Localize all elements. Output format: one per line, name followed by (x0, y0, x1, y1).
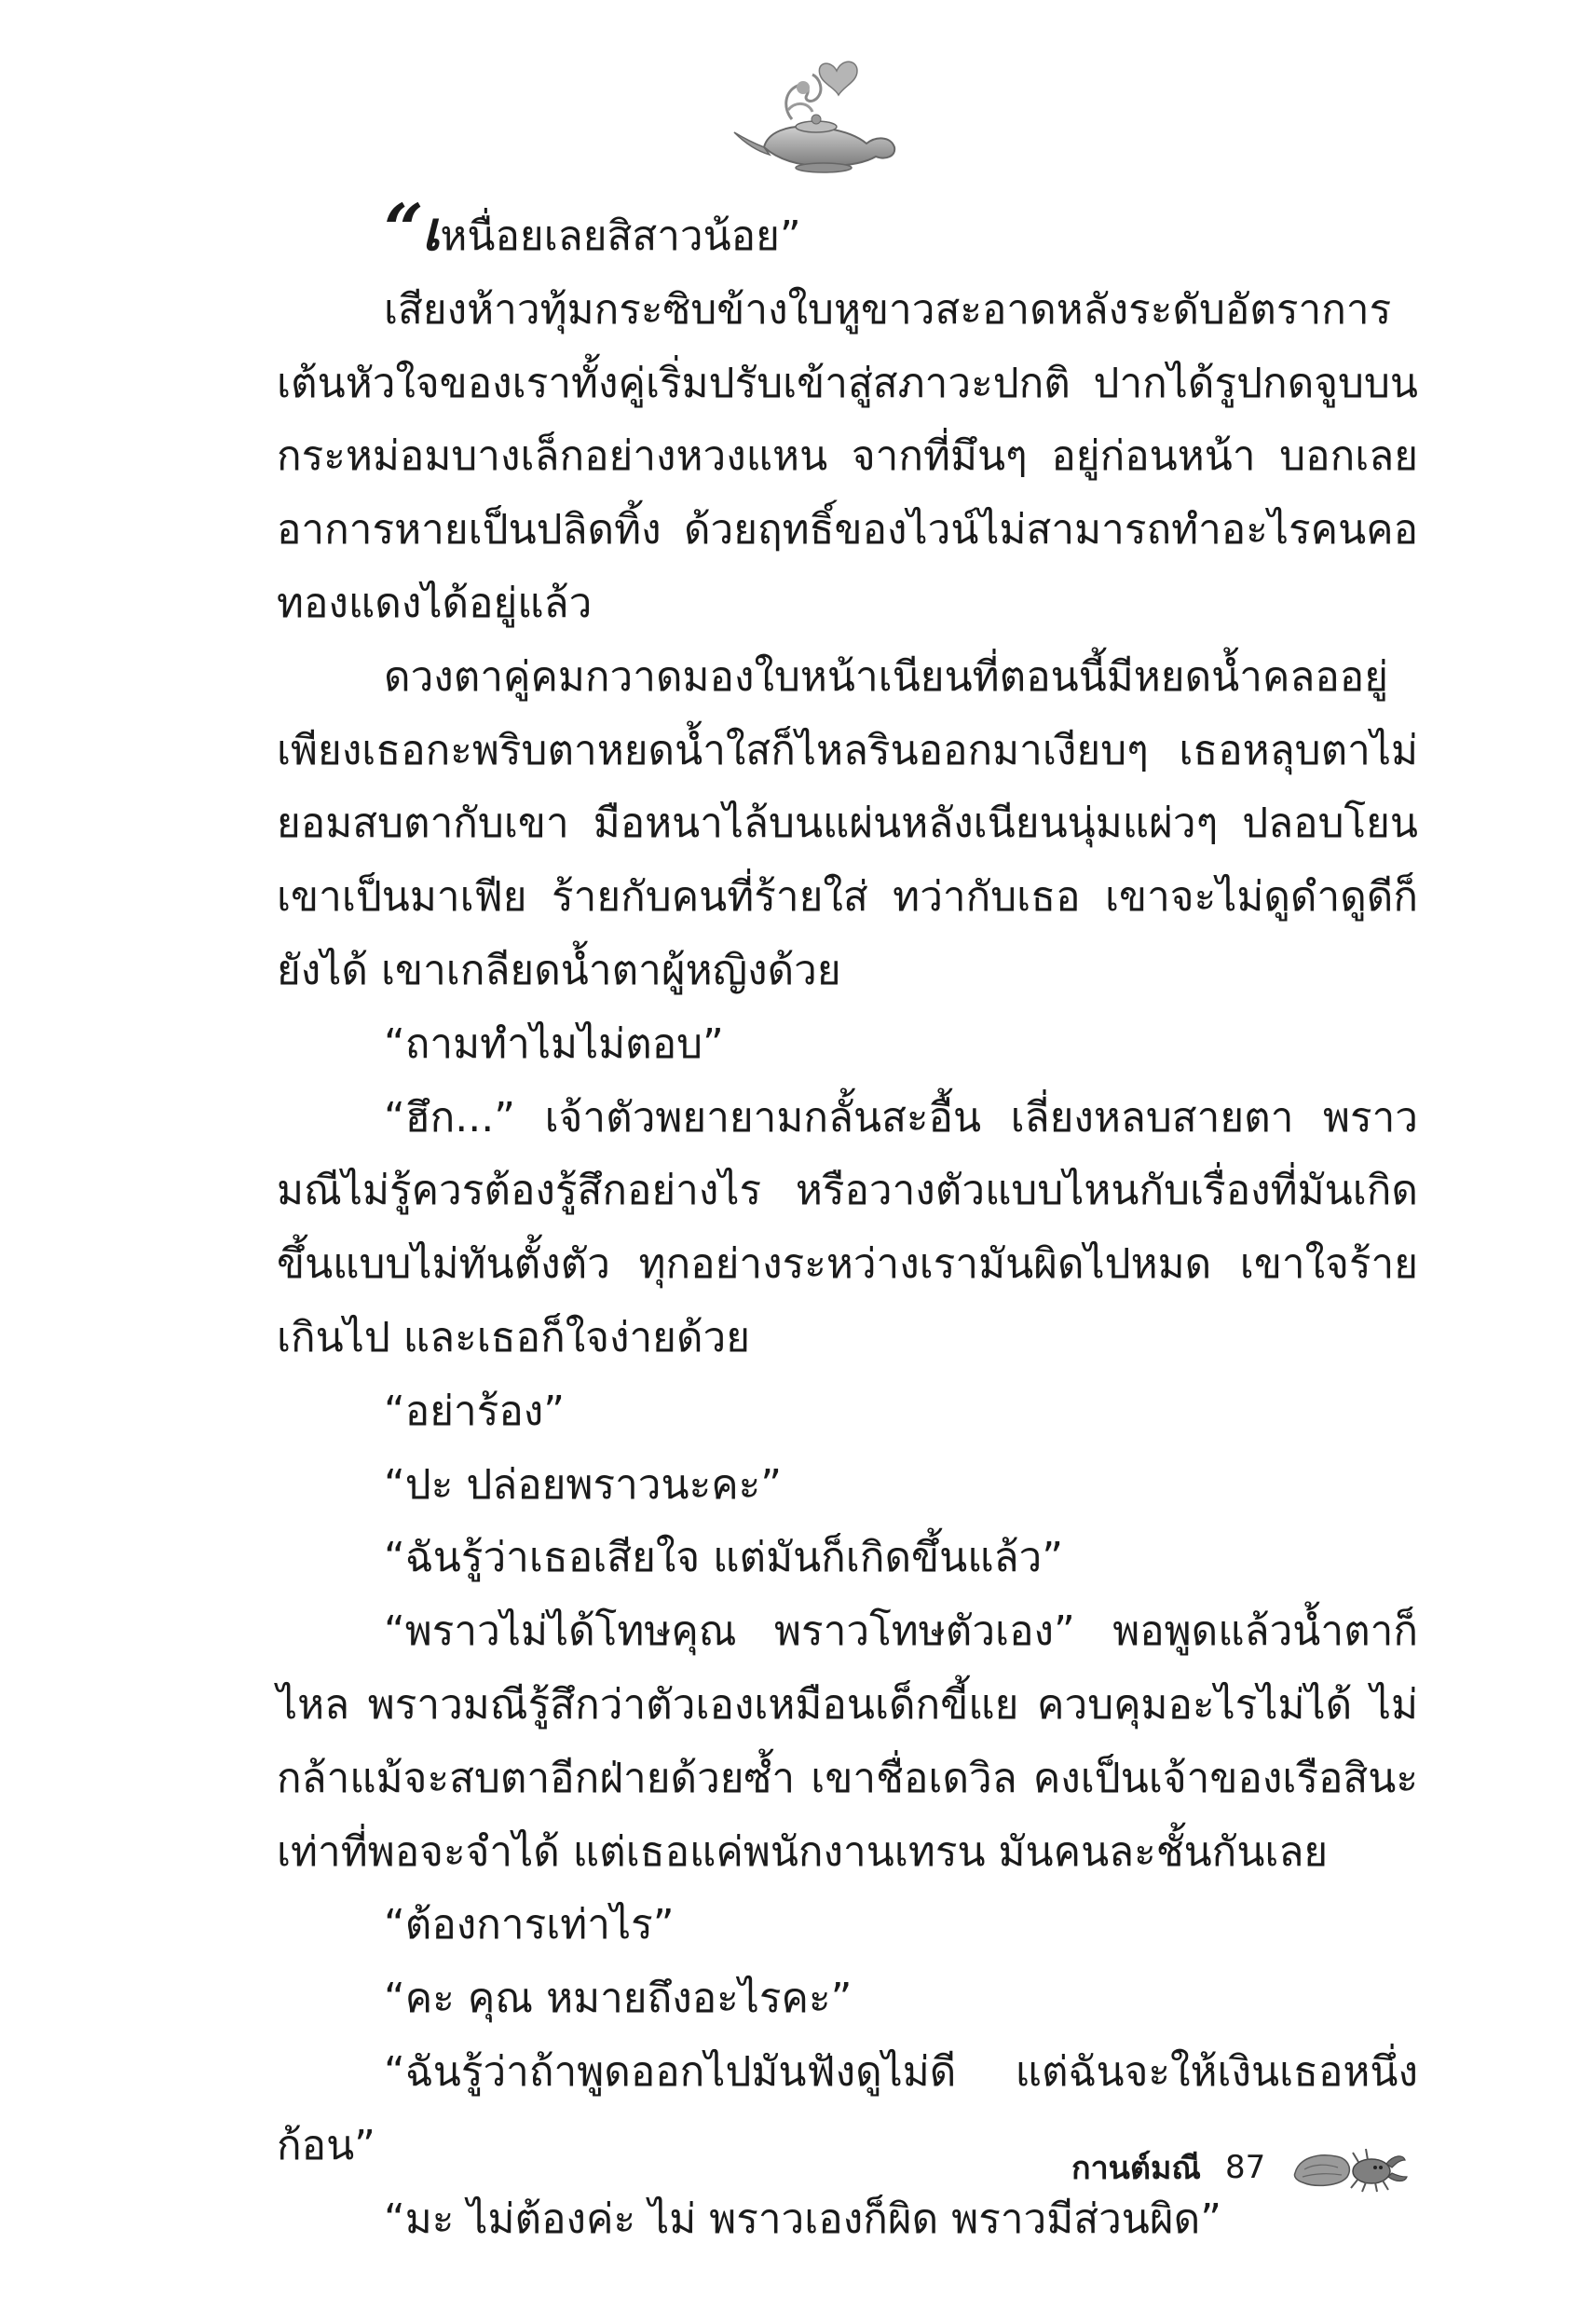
genie-lamp-icon (727, 54, 913, 175)
crab-seafood-icon (1289, 2141, 1411, 2194)
paragraph: “ถามทำไมไม่ตอบ” (384, 1019, 724, 1068)
paragraph: “มะ ไม่ต้องค่ะ ไม่ พราวเองก็ผิด พราวมีส่วนผิด” (384, 2195, 1222, 2243)
paragraph: “ต้องการเท่าไร” (384, 1901, 675, 1949)
paragraph: “คะ คุณ หมายถึงอะไรคะ” (384, 1975, 853, 2023)
body-text (277, 190, 1418, 2256)
page-number: 87 (1224, 2149, 1266, 2186)
paragraph: “ฉันรู้ว่าเธอเสียใจ แต่มันก็เกิดขึ้นแล้ว” (384, 1534, 1064, 1582)
opening-quote-mark: “ (384, 190, 422, 270)
paragraph: “อย่าร้อง” (384, 1387, 566, 1435)
opening-paragraph (277, 190, 1418, 274)
opening-text: หนื่อยเลยสิสาวน้อย” (440, 212, 801, 260)
paragraph: “ปะ ปล่อยพราวนะคะ” (384, 1460, 783, 1509)
book-title: กานต์มณี (1071, 2150, 1201, 2187)
paragraph: เสียงห้าวทุ้มกระซิบข้างใบหูขาวสะอาดหลังระดับอัตราการเต้นหัวใจของเราทั้งคู่เริ่มปรับเข้าสู่สภาวะปกติ ปากได้รูปกดจูบบนกระหม่อมบางเล็กอย่างหวงแหน จากที่มึนๆ อยู่ก่อนหน้า บอกเลยอาการหายเป็นปลิดทิ้ง ด้วยฤทธิ์ของไวน์ไม่สามารถทำอะไรคนคอทองแดงได้อยู่แล้ว (277, 285, 1418, 627)
opening-drop-letter: เ (421, 199, 441, 263)
paragraph: “ฮึก...” เจ้าตัวพยายามกลั้นสะอื้น เลี่ยงหลบสายตา พราวมณีไม่รู้ควรต้องรู้สึกอย่างไร หรือวางตัวแบบไหนกับเรื่องที่มันเกิดขึ้นแบบไม่ทันตั้งตัว ทุกอย่างระหว่างเรามันผิดไปหมด เขาใจร้ายเกินไป และเธอก็ใจง่ายด้วย (277, 1093, 1418, 1361)
page-footer (1071, 2140, 1411, 2195)
paragraph: “พราวไม่ได้โทษคุณ พราวโทษตัวเอง” พอพูดแล้วน้ำตาก็ไหล พราวมณีรู้สึกว่าตัวเองเหมือนเด็กขี้แย ควบคุมอะไรไม่ได้ ไม่กล้าแม้จะสบตาอีกฝ่ายด้วยซ้ำ เขาชื่อเดวิล คงเป็นเจ้าของเรือสินะ เท่าที่พอจะจำได้ แต่เธอแค่พนักงานเทรน มันคนละชั้นกันเลย (277, 1607, 1418, 1876)
paragraph: “ฉันรู้ว่าถ้าพูดออกไปมันฟังดูไม่ดี แต่ฉันจะให้เงินเธอหนึ่งก้อน” (277, 2047, 1418, 2169)
paragraph: ดวงตาคู่คมกวาดมองใบหน้าเนียนที่ตอนนี้มีหยดน้ำคลออยู่ เพียงเธอกะพริบตาหยดน้ำใสก็ไหลรินออกมาเงียบๆ เธอหลุบตาไม่ยอมสบตากับเขา มือหนาไล้บนแผ่นหลังเนียนนุ่มแผ่วๆ ปลอบโยน เขาเป็นมาเฟีย ร้ายกับคนที่ร้ายใส่ ทว่ากับเธอ เขาจะไม่ดูดำดูดีก็ยังได้ เขาเกลียดน้ำตาผู้หญิงด้วย (277, 652, 1418, 994)
